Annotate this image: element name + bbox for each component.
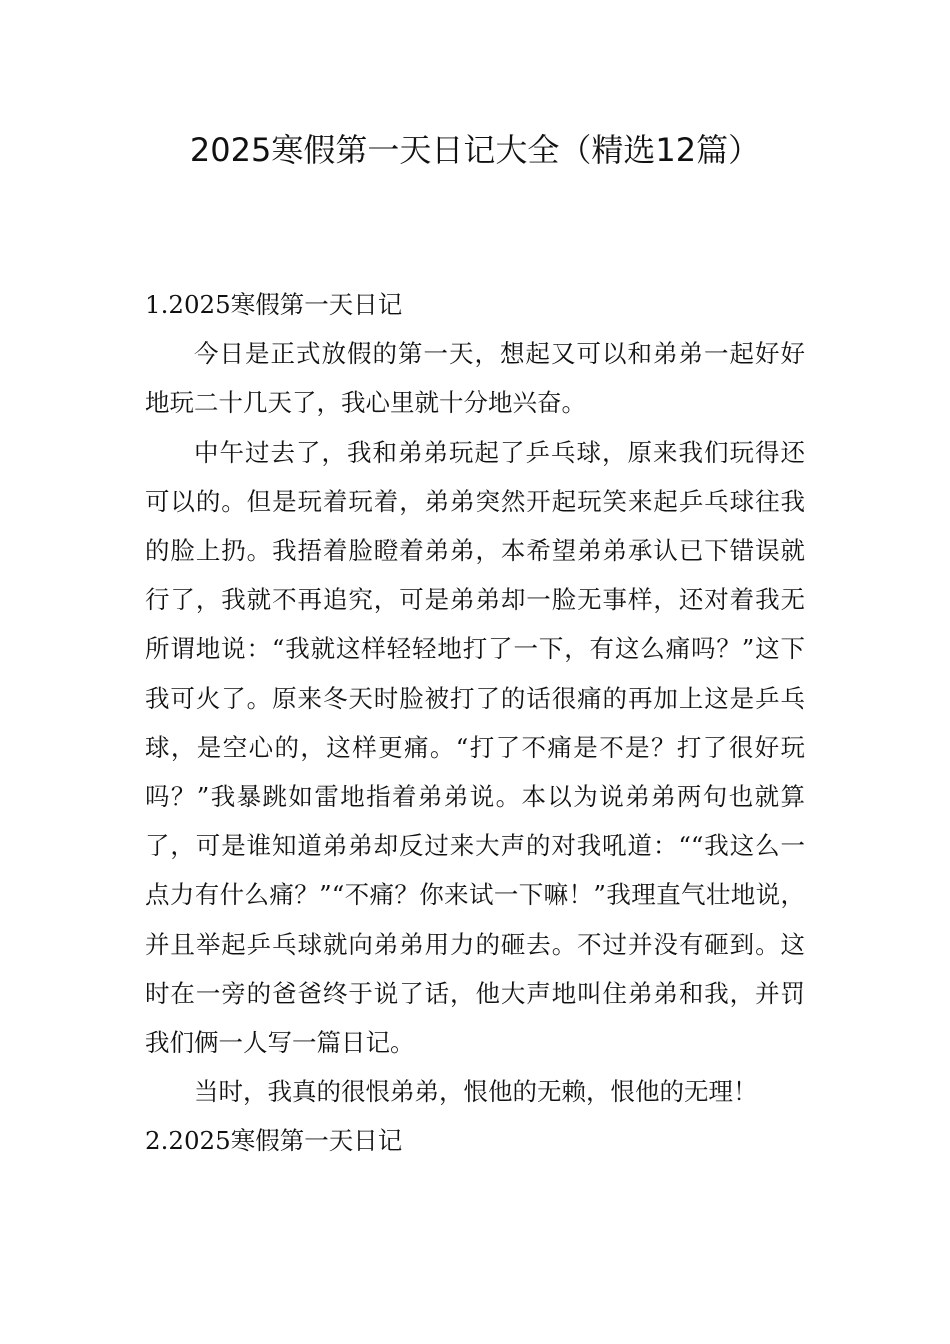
paragraph-2: 中午过去了，我和弟弟玩起了乒乓球，原来我们玩得还可以的。但是玩着玩着，弟弟突然开起玩笑来起乒乓球往我的脸上扔。我捂着脸瞪着弟弟，本希望弟弟承认已下错误就行了，我就不再追究，可是弟弟却一脸无事样，还对着我无所谓地说：“我就这样轻轻地打了一下，有这么痛吗？”这下我可火了。原来冬天时脸被打了的话很痛的再加上这是乒乓球，是空心的，这样更痛。“打了不痛是不是？打了很好玩吗？”我暴跳如雷地指着弟弟说。本以为说弟弟两句也就算了，可是谁知道弟弟却反过来大声的对我吼道：““我这么一点力有什么痛？”“不痛？你来试一下嘛！”我理直气壮地说，并且举起乒乓球就向弟弟用力的砸去。不过并没有砸到。这时在一旁的爸爸终于说了话，他大声地叫住弟弟和我，并罚我们俩一人写一篇日记。 — [145, 437, 805, 1058]
section-heading-2: 2.2025寒假第一天日记 — [145, 1126, 403, 1156]
page-title: 2025寒假第一天日记大全（精选12篇） — [189, 131, 761, 169]
paragraph-1: 今日是正式放假的第一天，想起又可以和弟弟一起好好地玩二十几天了，我心里就十分地兴奋。 — [145, 339, 805, 418]
paragraph-3: 当时，我真的很恨弟弟，恨他的无赖，恨他的无理！ — [194, 1077, 758, 1107]
document-body — [145, 280, 805, 1166]
section-heading-1: 1.2025寒假第一天日记 — [145, 290, 403, 319]
